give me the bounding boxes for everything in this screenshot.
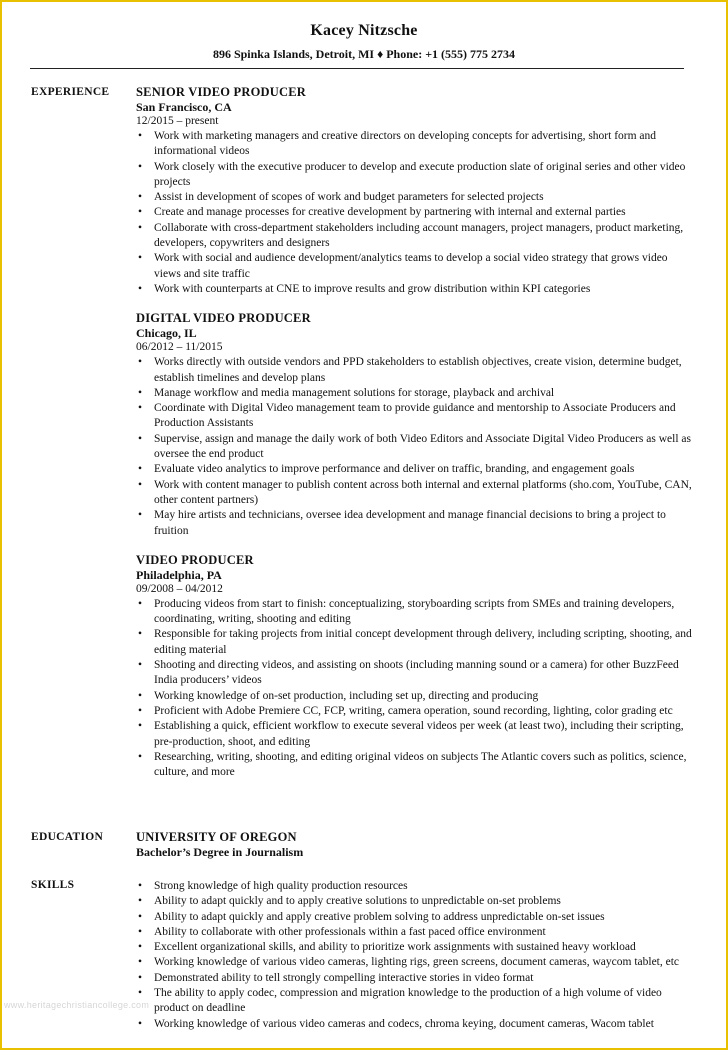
bullet-item: [136, 508, 692, 539]
bullet-text: Works directly with outside vendors and PPD stakeholders to establish objectives, create vision, determine budget, establish timelines and develop plans: [154, 356, 682, 384]
bullet-text: Create and manage processes for creative development by partnering with internal and external parties: [154, 206, 626, 219]
bullet-dot-icon: •: [138, 160, 143, 173]
section-label-skills: SKILLS: [31, 879, 75, 891]
bullet-dot-icon: •: [138, 597, 143, 610]
bullet-text: Researching, writing, shooting, and editing original videos on subjects The Atlantic covers such as politics, science, culture, and more: [154, 750, 687, 779]
section-label-experience: EXPERIENCE: [31, 86, 110, 98]
bullet-dot-icon: •: [138, 689, 143, 702]
bullet-item: [136, 894, 692, 909]
bullet-item: [136, 658, 692, 689]
bullet-text: Strong knowledge of high quality production resources: [154, 880, 408, 892]
bullet-text: Work with counterparts at CNE to improve results and grow distribution within KPI categories: [154, 282, 591, 295]
skills-list: [136, 879, 692, 1032]
bullet-item: [136, 462, 692, 477]
school-name: UNIVERSITY OF OREGON: [136, 830, 297, 844]
bullet-text: May hire artists and technicians, oversee idea development and manage financial decisions to bring a project to fruition: [154, 509, 666, 537]
bullet-item: [136, 627, 692, 658]
header-divider: [30, 68, 684, 69]
bullet-item: [136, 478, 692, 509]
bullet-item: [136, 401, 692, 432]
bullet-item: [136, 986, 692, 1017]
bullet-text: Proficient with Adobe Premiere CC, FCP, writing, camera operation, sound recording, lighting, color grading etc: [154, 704, 673, 717]
job-location: Philadelphia, PA: [136, 567, 222, 582]
bullet-item: [136, 971, 692, 986]
bullet-item: [136, 910, 692, 925]
bullet-dot-icon: •: [138, 895, 143, 908]
bullet-dot-icon: •: [138, 191, 143, 204]
job-bullets: [136, 597, 692, 781]
section-label-education: EDUCATION: [31, 831, 104, 843]
bullet-dot-icon: •: [138, 720, 143, 733]
bullet-item: [136, 160, 692, 191]
skills-entry: [136, 878, 692, 1032]
bullet-dot-icon: •: [138, 987, 143, 1000]
bullet-item: [136, 750, 692, 781]
job-location: Chicago, IL: [136, 326, 197, 341]
bullet-dot-icon: •: [138, 130, 143, 142]
job-dates: 12/2015 – present: [136, 115, 219, 127]
bullet-dot-icon: •: [138, 704, 143, 717]
bullet-text: Demonstrated ability to tell strongly compelling interactive stories in video format: [154, 971, 534, 984]
bullet-dot-icon: •: [138, 925, 143, 938]
bullet-dot-icon: •: [138, 282, 143, 295]
bullet-text: Assist in development of scopes of work and budget parameters for selected projects: [154, 191, 544, 204]
job-title: DIGITAL VIDEO PRODUCER: [136, 311, 311, 326]
job-title: SENIOR VIDEO PRODUCER: [136, 85, 306, 99]
bullet-text: Ability to collaborate with other professionals within a fast paced office environment: [154, 925, 546, 938]
bullet-item: [136, 129, 692, 160]
bullet-text: Work with marketing managers and creative directors on developing concepts for advertising, short form and informational videos: [154, 130, 657, 158]
bullet-item: [136, 355, 692, 386]
bullet-dot-icon: •: [138, 509, 143, 522]
bullet-dot-icon: •: [138, 880, 143, 892]
bullet-text: Ability to adapt quickly and to apply creative solutions to unpredictable on-set problems: [154, 895, 561, 908]
job-entry: [136, 553, 692, 781]
job-location: San Francisco, CA: [136, 100, 232, 114]
bullet-text: Producing videos from start to finish: conceptualizing, storyboarding scripts from SMEs and training developers, coordinating, writing, shooting and editing: [154, 597, 675, 626]
bullet-dot-icon: •: [138, 221, 143, 234]
contact-line: 896 Spinka Islands, Detroit, MI ♦ Phone: +1 (555) 775 2734: [212, 47, 516, 61]
job-bullets: [136, 355, 692, 539]
bullet-item: [136, 386, 692, 401]
bullet-text: Working knowledge of on-set production, including set up, directing and producing: [154, 689, 539, 702]
watermark-text: www.heritagechristiancollege.com: [4, 1000, 150, 1010]
bullet-text: The ability to apply codec, compression and migration knowledge to the production of a high volume of video product on deadline: [154, 987, 662, 1015]
bullet-dot-icon: •: [138, 628, 143, 641]
education-entry: [136, 830, 692, 860]
bullet-item: [136, 205, 692, 220]
bullet-dot-icon: •: [138, 910, 143, 923]
job-title: VIDEO PRODUCER: [136, 552, 254, 567]
bullet-text: Responsible for taking projects from initial concept development through delivery, including scripting, shooting, and editing material: [154, 628, 692, 656]
bullet-text: Work with content manager to publish content across both internal and external platforms (sho.com, YouTube, CAN, other content partners): [154, 478, 692, 506]
bullet-item: [136, 1017, 692, 1032]
bullet-dot-icon: •: [138, 252, 143, 265]
bullet-item: [136, 925, 692, 940]
bullet-dot-icon: •: [138, 1017, 143, 1030]
job-entry: [136, 85, 692, 297]
bullet-item: [136, 221, 692, 252]
degree-name: Bachelor’s Degree in Journalism: [136, 845, 304, 859]
bullet-text: Working knowledge of various video cameras and codecs, chroma keying, document cameras, Wacom tablet: [154, 1017, 654, 1030]
job-entry: [136, 311, 692, 539]
experience-list: [136, 85, 692, 794]
job-dates: 09/2008 – 04/2012: [136, 582, 223, 595]
bullet-text: Collaborate with cross-department stakeholders including account managers, project managers, product marketing, developers, copywriters and designers: [154, 221, 684, 250]
bullet-dot-icon: •: [138, 971, 143, 984]
bullet-item: [136, 955, 692, 970]
bullet-text: Establishing a quick, efficient workflow to execute several videos per week (at least two), including their scripting, pre-production, shoot, and editing: [154, 720, 684, 748]
bullet-item: [136, 719, 692, 750]
bullet-dot-icon: •: [138, 750, 143, 763]
bullet-item: [136, 432, 692, 463]
bullet-dot-icon: •: [138, 356, 143, 369]
bullet-item: [136, 704, 692, 719]
bullet-dot-icon: •: [138, 659, 143, 672]
bullet-text: Work closely with the executive producer to develop and execute production slate of original series and other video projects: [154, 160, 686, 188]
bullet-text: Work with social and audience development/analytics teams to develop a social video strategy that grows video views and site traffic: [154, 252, 668, 280]
bullet-text: Working knowledge of various video cameras, lighting rigs, green screens, document cameras, waycom tablet, etc: [154, 956, 680, 969]
bullet-item: [136, 251, 692, 282]
bullet-text: Excellent organizational skills, and ability to prioritize work assignments with sustained heavy workload: [154, 941, 636, 954]
resume-header: [2, 2, 726, 62]
bullet-item: [136, 190, 692, 205]
bullet-dot-icon: •: [138, 432, 143, 445]
bullet-dot-icon: •: [138, 386, 143, 399]
bullet-text: Ability to adapt quickly and apply creative problem solving to address unpredictable on-set issues: [154, 910, 605, 923]
bullet-text: Manage workflow and media management solutions for storage, playback and archival: [154, 386, 555, 399]
bullet-item: [136, 940, 692, 955]
bullet-dot-icon: •: [138, 463, 143, 476]
bullet-dot-icon: •: [138, 941, 143, 954]
candidate-name: Kacey Nitzsche: [310, 22, 418, 39]
bullet-dot-icon: •: [138, 206, 143, 219]
job-bullets: [136, 129, 692, 297]
bullet-text: Evaluate video analytics to improve performance and deliver on traffic, branding, and engagement goals: [154, 463, 635, 476]
bullet-item: [136, 879, 692, 894]
bullet-dot-icon: •: [138, 402, 143, 415]
bullet-text: Coordinate with Digital Video management team to provide guidance and mentorship to Associate Producers and Production Assistants: [154, 402, 676, 430]
bullet-item: [136, 597, 692, 628]
bullet-text: Shooting and directing videos, and assisting on shoots (including manning sound or a camera) for other BuzzFeed India producers’ videos: [154, 659, 679, 687]
bullet-dot-icon: •: [138, 956, 143, 969]
bullet-item: [136, 689, 692, 704]
bullet-dot-icon: •: [138, 478, 143, 491]
bullet-text: Supervise, assign and manage the daily work of both Video Editors and Associate Digital Video Producers as well as oversee the end product: [154, 432, 691, 461]
job-dates: 06/2012 – 11/2015: [136, 341, 223, 354]
bullet-item: [136, 282, 692, 297]
